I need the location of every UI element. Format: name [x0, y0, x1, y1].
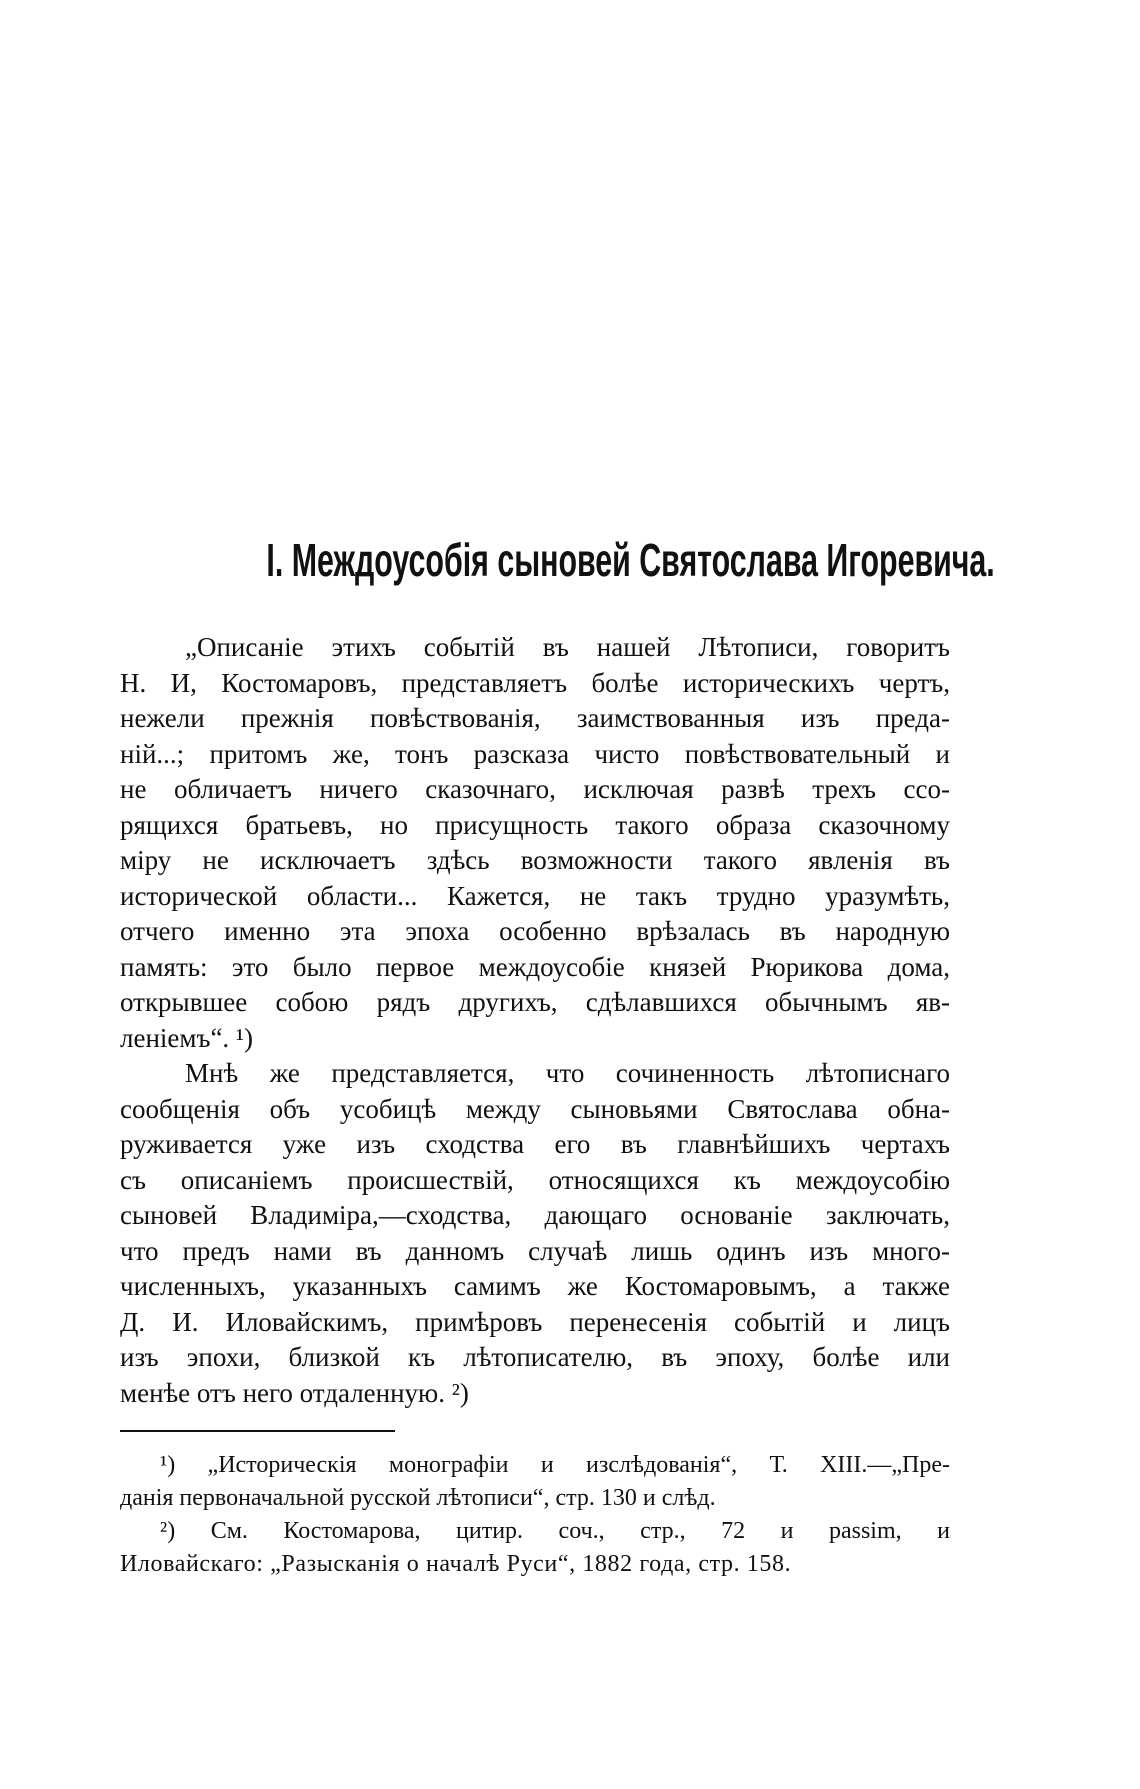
text-line: руживается уже изъ сходства его въ главнѣйшихъ чертахъ	[120, 1129, 950, 1159]
text-line: міру не исключаетъ здѣсь возможности такого явленія въ	[120, 845, 950, 875]
text-line: ній...; притомъ же, тонъ разсказа чисто повѣствовательный и	[120, 738, 950, 769]
text-line: леніемъ“. ¹)	[120, 1022, 254, 1053]
text-line: менѣе отъ него отдаленную. ²)	[120, 1377, 469, 1408]
text-line: Н. И, Костомаровъ, представляетъ болѣе историческихъ чертъ,	[120, 667, 950, 698]
text-line: не обличаетъ ничего сказочнаго, исключая развѣ трехъ ссо-	[120, 774, 950, 804]
text-line: отчего именно эта эпоха особенно врѣзалась въ народную	[120, 916, 950, 946]
text-line: Д. И. Иловайскимъ, примѣровъ перенесенія событій и лицъ	[120, 1306, 950, 1337]
footnote-divider	[120, 1430, 395, 1432]
text-line: изъ эпохи, близкой къ лѣтописателю, въ эпоху, болѣе или	[120, 1342, 950, 1372]
chapter-title: I. Междоусобія сыновей Святослава Игоревича.	[266, 534, 995, 586]
text-line: исторической области... Кажется, не такъ трудно уразумѣть,	[120, 880, 950, 911]
text-line: открывшее собою рядъ другихъ, сдѣлавшихся обычнымъ яв-	[120, 987, 950, 1017]
footnote-line: ¹) „Историческія монографіи и изслѣдованія“, Т. XIII.—„Пре-	[160, 1452, 950, 1478]
text-line: сообщенія объ усобицѣ между сыновьями Святослава обна-	[120, 1093, 950, 1124]
text-line: „Описаніе этихъ событій въ нашей Лѣтописи, говоритъ	[185, 632, 950, 662]
text-line: рящихся братьевъ, но присущность такого образа сказочному	[120, 809, 950, 840]
footnote-line: Иловайскаго: „Разысканія о началѣ Руси“, 1882 года, стр. 158.	[120, 1551, 792, 1577]
text-line: нежели прежнія повѣствованія, заимствованныя изъ преда-	[120, 703, 950, 733]
text-line: сыновей Владиміра,—сходства, дающаго основаніе заключать,	[120, 1200, 950, 1230]
text-line: Мнѣ же представляется, что сочиненность лѣтописнаго	[185, 1058, 950, 1088]
footnotes	[120, 1449, 950, 1581]
text-line: съ описаніемъ происшествій, относящихся къ междоусобію	[120, 1164, 950, 1195]
footnote-line: данія первоначальной русской лѣтописи“, стр. 130 и слѣд.	[120, 1485, 716, 1511]
text-line: что предъ нами въ данномъ случаѣ лишь одинъ изъ много-	[120, 1235, 950, 1266]
footnote-line: ²) См. Костомарова, цитир. соч., стр., 72 и passim, и	[160, 1518, 950, 1544]
text-line: численныхъ, указанныхъ самимъ же Костомаровымъ, а также	[120, 1271, 950, 1301]
text-line: память: это было первое междоусобіе князей Рюрикова дома,	[120, 951, 950, 982]
main-text	[120, 630, 950, 1411]
